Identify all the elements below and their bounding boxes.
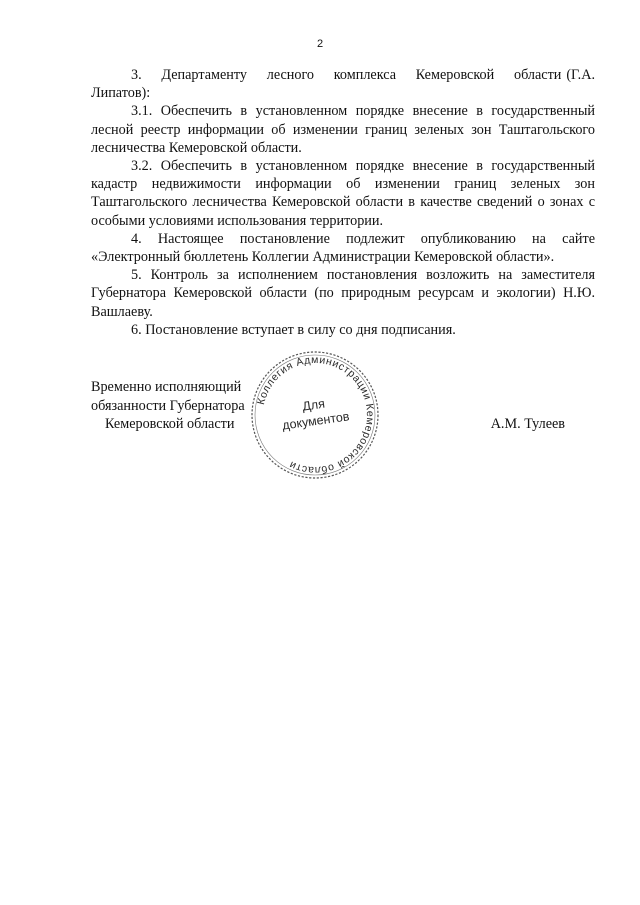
page-number: 2 [316, 38, 324, 50]
paragraph-3-2: 3.2. Обеспечить в установленном порядке внесение в государственный кадастр недвижимости информации об изменении границ зеленых зон Таштагольского лесничества Кемеровской области в качестве сведений о зонах с особыми условиями использования территории. [91, 158, 595, 229]
signer-position-line-2: обязанности Губернатора [91, 398, 245, 414]
signer-position-line-1: Временно исполняющий [91, 379, 242, 395]
signer-name: А.М. Тулеев [490, 416, 565, 432]
paragraph-3: 3. Департаменту лесного комплекса Кемеровской области (Г.А. Липатов): [91, 67, 595, 102]
paragraph-3-1: 3.1. Обеспечить в установленном порядке внесение в государственный лесной реестр информации об изменении границ зеленых зон Таштагольского лесничества Кемеровской области. [91, 103, 595, 156]
paragraph-6: 6. Постановление вступает в силу со дня подписания. [131, 321, 456, 338]
paragraph-4: 4. Настоящее постановление подлежит опубликованию на сайте «Электронный бюллетень Коллегии Администрации Кемеровской области». [91, 230, 595, 266]
seal-center-text-line-1: Для [301, 396, 326, 414]
document-body [91, 66, 595, 339]
seal-ring-text: Коллегия Администрации Кемеровской области [255, 353, 377, 477]
seal-center-text-line-2: документов [281, 409, 351, 433]
signer-position-line-3: Кемеровской области [105, 416, 235, 432]
official-seal [249, 349, 381, 481]
paragraph-5: 5. Контроль за исполнением постановления возложить на заместителя Губернатора Кемеровской области (по природным ресурсам и экологии) Н.Ю. Вашлаеву. [91, 267, 595, 320]
